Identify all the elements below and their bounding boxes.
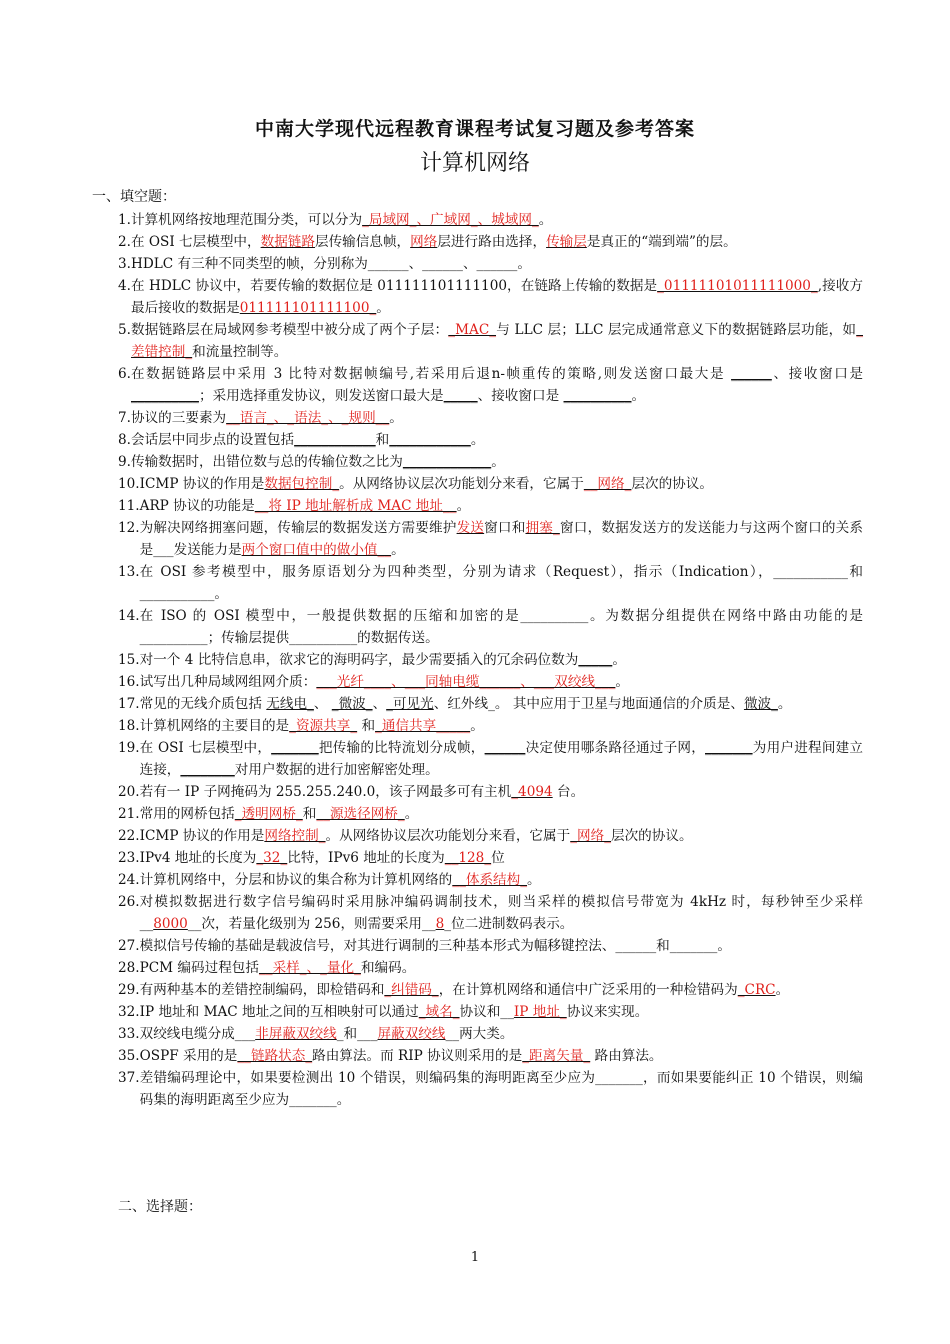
question-item — [118, 1045, 863, 1067]
question-segment: 计算机网络中，分层和协议的集合称为计算机网络的 — [139, 872, 453, 888]
question-number: 10. — [118, 476, 140, 492]
question-segment: 。 — [389, 410, 403, 426]
question-number: 19. — [118, 740, 140, 756]
question-segment: 把传输的比特流划分成帧， — [318, 740, 485, 756]
answer-text: _透明网桥_ — [234, 806, 303, 822]
question-item — [118, 693, 863, 715]
question-segment: ；采用选择重发协议，则发送窗口最大是 — [198, 388, 444, 404]
question-segment: 层次的协议。 — [611, 828, 693, 844]
answer-text: 011111101111100_ — [239, 300, 377, 316]
question-segment: ARP 协议的功能是 — [139, 498, 255, 514]
question-segment: 试写出几种局域网组网介质： — [139, 674, 317, 690]
answer-text: _MAC_ — [448, 322, 497, 338]
question-number: 33. — [118, 1026, 140, 1042]
question-segment: 在 OSI 七层模型中， — [139, 740, 272, 756]
underlined-text: _____ — [443, 388, 478, 404]
question-text — [140, 737, 863, 781]
question-number: 18. — [118, 718, 140, 734]
answer-text: 屏蔽双绞线 — [377, 1026, 446, 1042]
question-segment: 差错编码理论中，如果要检测出 10 个错误，则编码集的海明距离至少应为_______，而如果要能纠正 10 个错误，则编码集的海明距离至少应为_______。 — [139, 1070, 863, 1108]
answer-text: _局域网_、广域网_、城域网_ — [362, 212, 539, 228]
question-text — [140, 517, 863, 561]
question-segment: 和 — [357, 718, 376, 734]
question-number: 7. — [118, 410, 131, 426]
question-item — [118, 231, 863, 253]
question-segment: 。从网络协议层次功能划分来看，它属于 — [325, 828, 571, 844]
underlined-text: ________ — [180, 762, 235, 778]
question-segment: 数据链路层在局域网参考模型中被分成了两个子层： — [130, 322, 449, 338]
answer-text: 两个窗口值中的做小值__ — [241, 542, 392, 558]
underlined-text: _____________ — [402, 454, 492, 470]
question-segment: 。 — [391, 542, 405, 558]
question-segment: ,接收方最后接收的数据是 — [130, 278, 863, 316]
question-text — [131, 407, 863, 429]
answer-text: __源选径网桥_ — [316, 806, 405, 822]
question-segment: 和编码。 — [360, 960, 416, 976]
underlined-text: 微波_ — [743, 696, 778, 712]
question-segment: 路由算法。而 RIP 协议则采用的是 — [312, 1048, 523, 1064]
answer-text: 8000 — [153, 916, 188, 932]
question-segment: __次，若量化级别为 256，则需要采用__ — [187, 916, 436, 932]
question-segment: 、接收窗口是 — [771, 366, 863, 382]
question-segment: 、 — [313, 696, 332, 712]
question-number: 28. — [118, 960, 140, 976]
question-number: 22. — [118, 828, 140, 844]
section-heading-choice: 二、选择题： — [118, 1199, 202, 1215]
question-segment: 常用的网桥包括 — [139, 806, 235, 822]
question-segment: 、接收窗口是 — [477, 388, 564, 404]
question-item — [118, 451, 863, 473]
question-segment: ICMP 协议的作用是 — [139, 476, 265, 492]
question-segment: _和___ — [336, 1026, 378, 1042]
question-item — [118, 429, 863, 451]
question-segment: 和 — [302, 806, 317, 822]
question-number: 24. — [118, 872, 140, 888]
question-segment: 。 — [615, 674, 629, 690]
underlined-text: _____ — [578, 652, 613, 668]
question-number: 21. — [118, 806, 140, 822]
question-item — [118, 891, 863, 935]
question-number: 4. — [118, 278, 131, 294]
question-segment: 协议的三要素为 — [130, 410, 227, 426]
question-item — [118, 363, 863, 407]
question-item — [118, 979, 863, 1001]
question-segment: __两大类。 — [445, 1026, 514, 1042]
question-segment: 在 ISO 的 OSI 模型中，一般提供数据的压缩和加密的是__________。为数据分组提供在网络中路由功能的是__________；传输层提供__________的数据传送。 — [139, 608, 863, 646]
question-number: 13. — [118, 564, 140, 580]
question-segment: 双绞线电缆分成___ — [139, 1026, 256, 1042]
question-segment: 对模拟数据进行数字信号编码时采用脉冲编码调制技术，则当采样的模拟信号带宽为 4kHz 时，每秒钟至少采样__ — [139, 894, 863, 932]
question-item — [118, 275, 863, 319]
question-segment: 窗口，数据发送方的发送能力与这两个窗口的关系是___发送能力是 — [139, 520, 864, 558]
question-number: 11. — [118, 498, 140, 514]
question-segment: 在 HDLC 协议中，若要传输的数据位是 011111101111100，在链路上传输的数据是 — [130, 278, 658, 294]
question-number: 37. — [118, 1070, 140, 1086]
question-text — [140, 693, 863, 715]
question-segment: 层传输信息帧， — [314, 234, 411, 250]
answer-text: _差错控制_ — [130, 322, 863, 360]
question-item — [118, 957, 863, 979]
question-text — [131, 429, 863, 451]
answer-text: 网络 — [410, 234, 438, 250]
question-item — [118, 1067, 863, 1111]
question-segment: 。 — [376, 300, 390, 316]
question-segment: 有两种基本的差错控制编码，即检错码和 — [139, 982, 385, 998]
question-segment: PCM 编码过程包括 — [139, 960, 259, 976]
question-list — [118, 209, 863, 1111]
question-text — [140, 605, 863, 649]
question-text — [140, 847, 863, 869]
question-number: 15. — [118, 652, 140, 668]
question-text — [140, 1067, 863, 1111]
question-item — [118, 1001, 863, 1023]
question-segment: 层进行路由选择， — [437, 234, 547, 250]
question-number: 26. — [118, 894, 140, 910]
underlined-text: __________ — [130, 388, 199, 404]
answer-text: 非屏蔽双绞线 — [255, 1026, 337, 1042]
question-segment: 。 — [491, 454, 505, 470]
question-item — [118, 649, 863, 671]
question-text — [131, 275, 863, 319]
question-item — [118, 605, 863, 649]
question-item — [118, 803, 863, 825]
question-segment: 。 — [470, 432, 485, 448]
question-number: 5. — [118, 322, 131, 338]
question-segment: 。从网络协议层次功能划分来看，它属于 — [339, 476, 584, 492]
question-segment: IP 地址和 MAC 地址之间的互相映射可以通过 — [139, 1004, 419, 1020]
answer-text: __语言_、_语法_、_规则__ — [226, 410, 390, 426]
question-segment: 比特，IPv6 地址的长度为 — [287, 850, 445, 866]
question-segment: 。 — [404, 806, 419, 822]
question-item — [118, 319, 863, 363]
question-segment: 。 — [527, 872, 541, 888]
question-number: 16. — [118, 674, 140, 690]
answer-text: _资源共享_ — [289, 718, 358, 734]
question-text — [131, 253, 863, 275]
question-segment: 台。 — [552, 784, 585, 800]
answer-text: 8 — [435, 916, 445, 932]
question-segment: _位二进制数码表示。 — [444, 916, 574, 932]
question-number: 29. — [118, 982, 140, 998]
question-segment: 计算机网络的主要目的是 — [139, 718, 290, 734]
question-number: 9. — [118, 454, 131, 470]
question-text — [140, 561, 863, 605]
answer-text: __将 IP 地址解析成 MAC 地址__ — [254, 498, 457, 514]
question-number: 20. — [118, 784, 140, 800]
document-title: 中南大学现代远程教育课程考试复习题及参考答案 — [254, 118, 695, 140]
answer-text: ___光纤____、___同轴电缆______、___双绞线___ — [316, 674, 616, 690]
question-segment: 是真正的“端到端”的层。 — [586, 234, 737, 250]
question-number: 23. — [118, 850, 140, 866]
question-text — [140, 715, 863, 737]
question-segment: 。 — [538, 212, 553, 228]
question-segment: 为解决网络拥塞问题，传输层的数据发送方需要维护 — [139, 520, 457, 536]
question-segment: 常见的无线介质包括 — [139, 696, 267, 712]
underlined-text: ______ — [731, 366, 772, 382]
answer-text: 拥塞_ — [525, 520, 560, 536]
question-text — [140, 473, 863, 495]
question-item — [118, 407, 863, 429]
question-item — [118, 847, 863, 869]
question-item — [118, 517, 863, 561]
question-segment: IPv4 地址的长度为 — [139, 850, 257, 866]
question-text — [140, 1001, 863, 1023]
question-segment: 。 — [631, 388, 646, 404]
question-segment: 与 LLC 层；LLC 层完成通常意义下的数据链路层功能，如 — [496, 322, 857, 338]
question-number: 14. — [118, 608, 140, 624]
underlined-text: 无线电_ — [266, 696, 314, 712]
question-segment: 。 — [456, 498, 471, 514]
question-text — [131, 319, 863, 363]
question-number: 35. — [118, 1048, 140, 1064]
question-segment: HDLC 有三种不同类型的帧，分别称为______、______、______。 — [130, 256, 531, 272]
question-text — [140, 803, 863, 825]
question-text — [140, 671, 863, 693]
question-number: 2. — [118, 234, 131, 250]
question-segment: 位 — [491, 850, 505, 866]
question-segment: 在 OSI 参考模型中，服务原语划分为四种类型，分别为请求（Request），指示（Indication），___________和___________。 — [139, 564, 863, 602]
question-number: 3. — [118, 256, 131, 272]
answer-text: 数据链路 — [260, 234, 315, 250]
underlined-text: _可见光 — [386, 696, 434, 712]
question-number: 17. — [118, 696, 140, 712]
question-number: 27. — [118, 938, 140, 954]
question-text — [140, 957, 863, 979]
question-segment: 、红外线_。 其中应用于卫星与地面通信的介质是、 — [433, 696, 744, 712]
answer-text: 传输层 — [546, 234, 587, 250]
answer-text: IP 地址_ — [513, 1004, 567, 1020]
answer-text: _域名_ — [418, 1004, 460, 1020]
question-segment: 传输数据时，出错位数与总的传输位数之比为 — [130, 454, 403, 470]
question-item — [118, 671, 863, 693]
question-text — [140, 979, 863, 1001]
question-item — [118, 715, 863, 737]
answer-text: __体系结构_ — [452, 872, 528, 888]
question-segment: 和流量控制等。 — [192, 344, 288, 360]
answer-text: 网络控制_ — [264, 828, 326, 844]
question-segment: 协议来实现。 — [566, 1004, 649, 1020]
underlined-text: __________ — [563, 388, 632, 404]
question-segment: 模拟信号传输的基础是载波信号，对其进行调制的三种基本形式为幅移键控法、______和_______。 — [139, 938, 731, 954]
question-segment: 在数据链路层中采用 3 比特对数据帧编号,若采用后退n-帧重传的策略,则发送窗口最大是 — [130, 366, 732, 382]
question-item — [118, 473, 863, 495]
underlined-text: _微波_ — [331, 696, 373, 712]
question-text — [131, 363, 863, 407]
answer-text: _01111101011111000_ — [657, 278, 818, 294]
underlined-text: ____________ — [294, 432, 376, 448]
question-text — [140, 1023, 863, 1045]
question-segment: 决定使用哪条路径通过子网， — [525, 740, 706, 756]
answer-text: 发送 — [456, 520, 485, 536]
question-segment: 。 — [612, 652, 626, 668]
question-item — [118, 253, 863, 275]
page-number: 1 — [470, 1250, 480, 1265]
answer-text: _网络_ — [570, 828, 611, 844]
question-number: 32. — [118, 1004, 140, 1020]
question-segment: 协议和__ — [459, 1004, 514, 1020]
question-segment: 会话层中同步点的设置包括 — [130, 432, 295, 448]
question-number: 1. — [118, 212, 131, 228]
question-text — [131, 451, 863, 473]
answer-text: _4094 — [511, 784, 553, 800]
question-text — [140, 1045, 863, 1067]
question-item — [118, 561, 863, 605]
question-item — [118, 781, 863, 803]
question-item — [118, 209, 863, 231]
question-text — [131, 231, 863, 253]
underlined-text: ____________ — [389, 432, 471, 448]
question-text — [140, 649, 863, 671]
question-text — [140, 825, 863, 847]
question-segment: ，在计算机网络和通信中广泛采用的一种检错码为 — [438, 982, 738, 998]
answer-text: __链路状态_ — [237, 1048, 313, 1064]
underlined-text: ______ — [484, 740, 526, 756]
answer-text: _距离矢量_ — [522, 1048, 591, 1064]
answer-text: _CRC — [737, 982, 776, 998]
question-segment: ICMP 协议的作用是 — [139, 828, 265, 844]
question-text — [140, 891, 863, 935]
question-segment: 和 — [375, 432, 390, 448]
question-segment: 。 — [470, 718, 484, 734]
question-segment: 若有一 IP 子网掩码为 255.255.240.0，该子网最多可有主机 — [139, 784, 512, 800]
question-text — [131, 209, 863, 231]
underlined-text: _______ — [271, 740, 319, 756]
question-segment: 计算机网络按地理范围分类，可以分为 — [130, 212, 363, 228]
answer-text: __网络_ — [583, 476, 632, 492]
question-segment: 路由算法。 — [590, 1048, 663, 1064]
answer-text: __128_ — [444, 850, 492, 866]
question-item — [118, 935, 863, 957]
question-number: 12. — [118, 520, 140, 536]
answer-text: _32_ — [256, 850, 288, 866]
question-item — [118, 1023, 863, 1045]
question-item — [118, 869, 863, 891]
question-segment: 。 — [775, 982, 790, 998]
question-number: 8. — [118, 432, 131, 448]
question-item — [118, 825, 863, 847]
question-segment: 窗口和 — [484, 520, 526, 536]
answer-text: _纠错码_ — [384, 982, 439, 998]
section-heading-fill-in: 一、填空题： — [92, 189, 176, 205]
question-item — [118, 495, 863, 517]
question-segment: 、 — [372, 696, 387, 712]
question-text — [140, 935, 863, 957]
underlined-text: _______ — [705, 740, 753, 756]
answer-text: _通信共享_____ — [375, 718, 471, 734]
question-segment: 层次的协议。 — [631, 476, 713, 492]
question-item — [118, 737, 863, 781]
question-number: 6. — [118, 366, 131, 382]
question-text — [140, 869, 863, 891]
question-segment: OSPF 采用的是 — [139, 1048, 238, 1064]
question-segment: 为用户进程间建立连接， — [139, 740, 864, 778]
question-text — [140, 495, 863, 517]
question-segment: 在 OSI 七层模型中， — [130, 234, 261, 250]
answer-text: __采样_、_量化_ — [258, 960, 361, 976]
question-text — [140, 781, 863, 803]
question-segment: 。 — [777, 696, 792, 712]
question-segment: 对一个 4 比特信息串，欲求它的海明码字，最少需要插入的冗余码位数为 — [139, 652, 579, 668]
answer-text: 数据包控制_ — [264, 476, 340, 492]
question-segment: 对用户数据的进行加密解密处理。 — [234, 762, 439, 778]
document-subtitle: 计算机网络 — [419, 151, 530, 176]
